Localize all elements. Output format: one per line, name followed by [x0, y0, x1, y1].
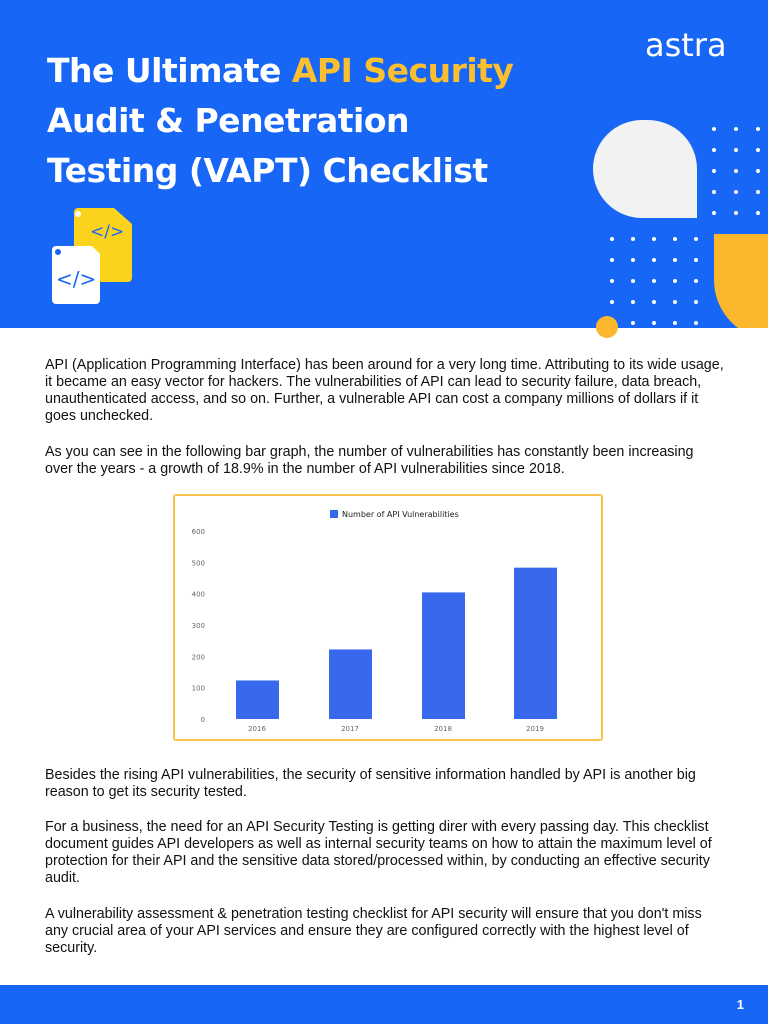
decorative-yellow-shape: [714, 234, 768, 328]
y-tick-label: 300: [191, 622, 205, 630]
astra-logo: astra: [645, 26, 727, 64]
dot-grid: [712, 127, 760, 215]
paragraph: API (Application Programming Interface) has been around for a very long time. Attributing to its wide usage, it became an easy vector for hackers. The vulnerabilities of API can lead to security failure, data breach, unauthenticated access, and so on. Further, a vulnerable API can cost a company millions of dollars if it goes unchecked.: [45, 357, 724, 424]
x-tick-label: 2016: [248, 725, 266, 733]
y-tick-label: 400: [191, 590, 205, 599]
y-tick-label: 100: [191, 684, 205, 693]
paragraph: A vulnerability assessment & penetration testing checklist for API security will ensure that you don't miss any crucial area of your API services and ensure they are configured correctly with the highest level of security.: [45, 906, 702, 956]
x-tick-label: 2017: [341, 725, 359, 733]
footer-bar: [0, 985, 768, 1024]
legend-label: Number of API Vulnerabilities: [342, 510, 459, 519]
svg-text:</>: </>: [90, 222, 125, 242]
decorative-circle: [596, 316, 618, 338]
y-tick-label: 600: [191, 528, 205, 536]
y-tick-label: 200: [191, 653, 205, 662]
legend-swatch: [330, 510, 338, 518]
page-title: [47, 46, 513, 196]
y-tick-label: 0: [200, 716, 205, 724]
y-tick-label: 500: [191, 559, 205, 568]
page-number: 1: [736, 997, 744, 1012]
bar-chart: [173, 494, 603, 741]
code-files-icon: [50, 206, 140, 311]
title-highlight: API Security: [291, 51, 514, 90]
x-tick-label: 2019: [526, 725, 544, 733]
bar-2019: [514, 568, 557, 719]
x-tick-label: 2018: [434, 725, 452, 733]
svg-text:</>: </>: [56, 267, 97, 291]
paragraph: Besides the rising API vulnerabilities, the security of sensitive information handled by API is another big reason to get its security tested.: [45, 767, 696, 800]
bar-2016: [236, 680, 279, 719]
header-banner: [0, 0, 768, 328]
bar-2018: [422, 592, 465, 719]
dot-grid: [610, 237, 698, 325]
paragraph: For a business, the need for an API Security Testing is getting direr with every passing day. This checklist document guides API developers as well as internal security teams on how to attain the maximum level of protection for their API and the sensitive data stored/processed within, by conducting an effective security audit.: [45, 819, 712, 886]
bar-2017: [329, 649, 372, 719]
paragraph: As you can see in the following bar graph, the number of vulnerabilities has constantly been increasing over the years - a growth of 18.9% in the number of API vulnerabilities since 2018.: [45, 444, 694, 477]
chart-svg: [175, 496, 601, 739]
title-line: Audit & Penetration: [47, 101, 410, 140]
decorative-drop-shape: [593, 120, 697, 218]
title-part: The Ultimate: [47, 51, 292, 90]
title-line: Testing (VAPT) Checklist: [47, 151, 488, 190]
